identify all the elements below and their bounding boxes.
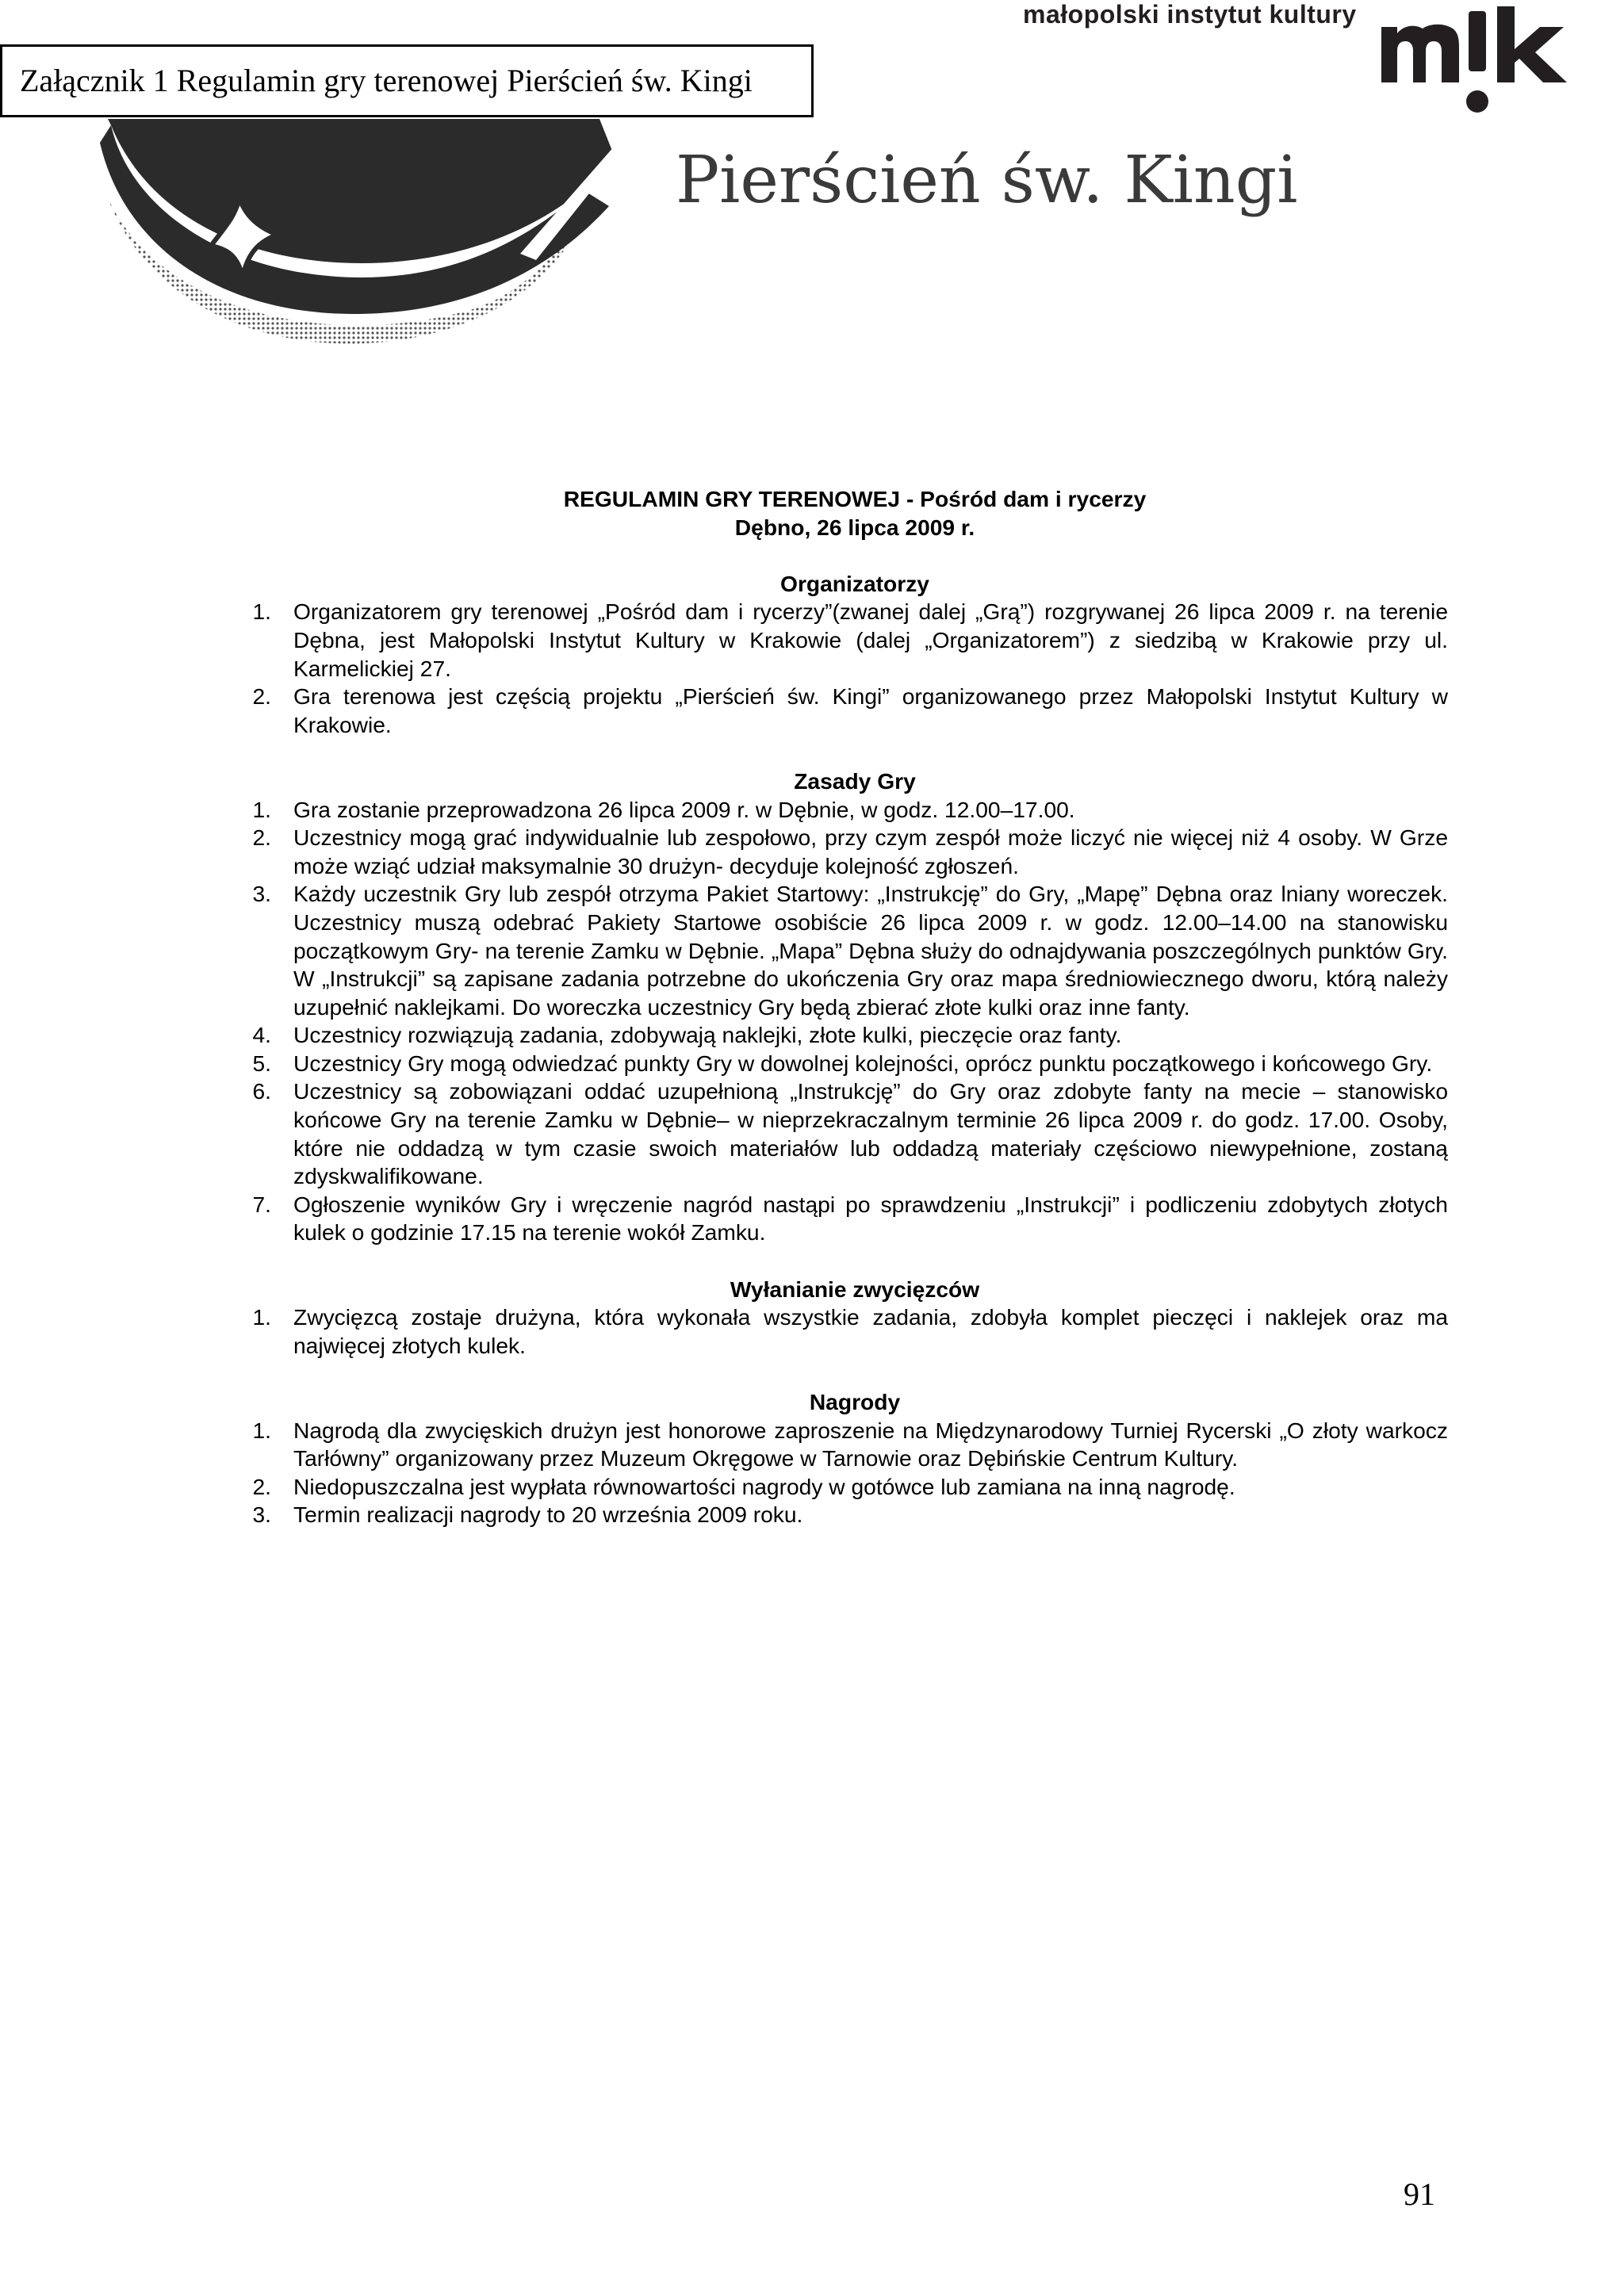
list-item [230, 1303, 1448, 1360]
item-text: Uczestnicy rozwiązują zadania, zdobywają naklejki, złote kulki, pieczęcie oraz fanty. [293, 1022, 1122, 1048]
institute-name: małopolski instytut kultury [1023, 0, 1357, 29]
list-item [230, 683, 1448, 739]
list-item [230, 1021, 1448, 1050]
section-winners [230, 1276, 1448, 1360]
document-title-block [262, 485, 1448, 541]
item-number: 6. [252, 1078, 271, 1104]
item-number: 3. [252, 881, 271, 907]
item-number: 2. [252, 825, 271, 851]
project-title: Pierścień św. Kingi [676, 143, 1298, 218]
item-number: 1. [252, 1417, 271, 1443]
item-number: 2. [252, 1473, 271, 1499]
page-number: 91 [1404, 2176, 1435, 2212]
section-organizers [230, 570, 1448, 740]
document-subtitle: Dębno, 26 lipca 2009 r. [734, 514, 975, 540]
section-prizes [230, 1388, 1448, 1529]
section-heading: Wyłanianie zwycięzców [730, 1276, 980, 1302]
document-title: REGULAMIN GRY TERENOWEJ - Pośród dam i rycerzy [563, 486, 1147, 511]
list-item [230, 880, 1448, 1021]
item-text: Zwycięzcą zostaje drużyna, która wykonała wszystkie zadania, zdobyła komplet pieczęci i naklejek oraz ma najwięcej złotych kulek. [293, 1304, 1448, 1358]
item-text: Uczestnicy są zobowiązani oddać uzupełnioną „Instrukcję” do Gry oraz zdobyte fanty na mecie – stanowisko końcowe Gry na terenie Zamku w Dębnie– w nieprzekraczalnym terminie 26 lipca 2009 r. do godz. 17.00. Osoby, które nie oddadzą w tym czasie swoich materiałów lub oddadzą materiały częściowo niewypełnione, zostaną zdyskwalifikowane. [293, 1078, 1448, 1189]
item-number: 1. [252, 599, 271, 625]
item-text: Organizatorem gry terenowej „Pośród dam i rycerzy”(zwanej dalej „Grą”) rozgrywanej 26 lipca 2009 r. na terenie Dębna, jest Małopolski Instytut Kultury w Krakowie (dalej „Organizatorem”) z siedzibą w Krakowie przy ul. Karmelickiej 27. [293, 599, 1448, 681]
item-text: Uczestnicy Gry mogą odwiedzać punkty Gry w dowolnej kolejności, oprócz punktu początkowego i końcowego Gry. [293, 1050, 1433, 1076]
item-text: Ogłoszenie wyników Gry i wręczenie nagród nastąpi po sprawdzeniu „Instrukcji” i podliczeniu zdobytych złotych kulek o godzinie 17.15 na terenie wokół Zamku. [293, 1191, 1448, 1246]
section-list [230, 1303, 1448, 1360]
section-list [230, 1417, 1448, 1529]
item-text: Uczestnicy mogą grać indywidualnie lub zespołowo, przy czym zespół może liczyć nie więcej niż 4 osoby. W Grze może wziąć udział maksymalnie 30 drużyn- decyduje kolejność zgłoszeń. [293, 825, 1448, 878]
item-text: Nagrodą dla zwycięskich drużyn jest honorowe zaproszenie na Międzynarodowy Turniej Rycerski „O złoty warkocz Tarłówny” organizowany przez Muzeum Okręgowe w Tarnowie oraz Dębińskie Centrum Kultury. [293, 1417, 1448, 1471]
section-list [230, 598, 1448, 739]
regulations-document [230, 485, 1448, 1529]
section-heading: Nagrody [809, 1389, 901, 1414]
list-item [230, 598, 1448, 683]
item-text: Gra zostanie przeprowadzona 26 lipca 2009 r. w Dębnie, w godz. 12.00–17.00. [293, 796, 1075, 822]
item-text: Termin realizacji nagrody to 20 września 2009 roku. [293, 1502, 803, 1528]
item-number: 5. [252, 1050, 271, 1076]
item-number: 4. [252, 1022, 271, 1048]
list-item [230, 1501, 1448, 1529]
list-item [230, 1050, 1448, 1078]
section-list [230, 796, 1448, 1248]
list-item [230, 1077, 1448, 1190]
section-game-rules [230, 767, 1448, 1247]
ring-graphic [76, 79, 647, 365]
item-text: Niedopuszczalna jest wypłata równowartości nagrody w gotówce lub zamiana na inną nagrodę. [293, 1473, 1235, 1499]
list-item [230, 796, 1448, 825]
list-item [230, 824, 1448, 880]
section-heading: Organizatorzy [780, 570, 929, 596]
attachment-title: Załącznik 1 Regulamin gry terenowej Pierścień św. Kingi [20, 63, 753, 98]
item-number: 1. [252, 796, 271, 822]
item-number: 2. [252, 683, 271, 710]
item-number: 1. [252, 1304, 271, 1330]
item-text: Każdy uczestnik Gry lub zespół otrzyma Pakiet Startowy: „Instrukcję” do Gry, „Mapę” Dębna oraz lniany woreczek. Uczestnicy muszą odebrać Pakiety Startowe osobiście 26 lipca 2009 r. w godz. 12.00–14.00 na stanowisku początkowym Gry- na terenie Zamku w Dębnie. „Mapa” Dębna służy do odnajdywania poszczególnych punktów Gry. W „Instrukcji” są zapisane zadania potrzebne do ukończenia Gry oraz mapa średniowiecznego dworu, którą należy uzupełnić naklejkami. Do woreczka uczestnicy Gry będą zbierać złote kulki oraz inne fanty. [293, 881, 1448, 1020]
mik-logo [1380, 3, 1578, 122]
attachment-title-box [0, 44, 814, 117]
list-item [230, 1191, 1448, 1247]
item-text: Gra terenowa jest częścią projektu „Pierścień św. Kingi” organizowanego przez Małopolski Instytut Kultury w Krakowie. [293, 683, 1448, 737]
list-item [230, 1473, 1448, 1502]
section-heading: Zasady Gry [794, 767, 916, 794]
item-number: 7. [252, 1191, 271, 1217]
item-number: 3. [252, 1502, 271, 1528]
list-item [230, 1417, 1448, 1473]
